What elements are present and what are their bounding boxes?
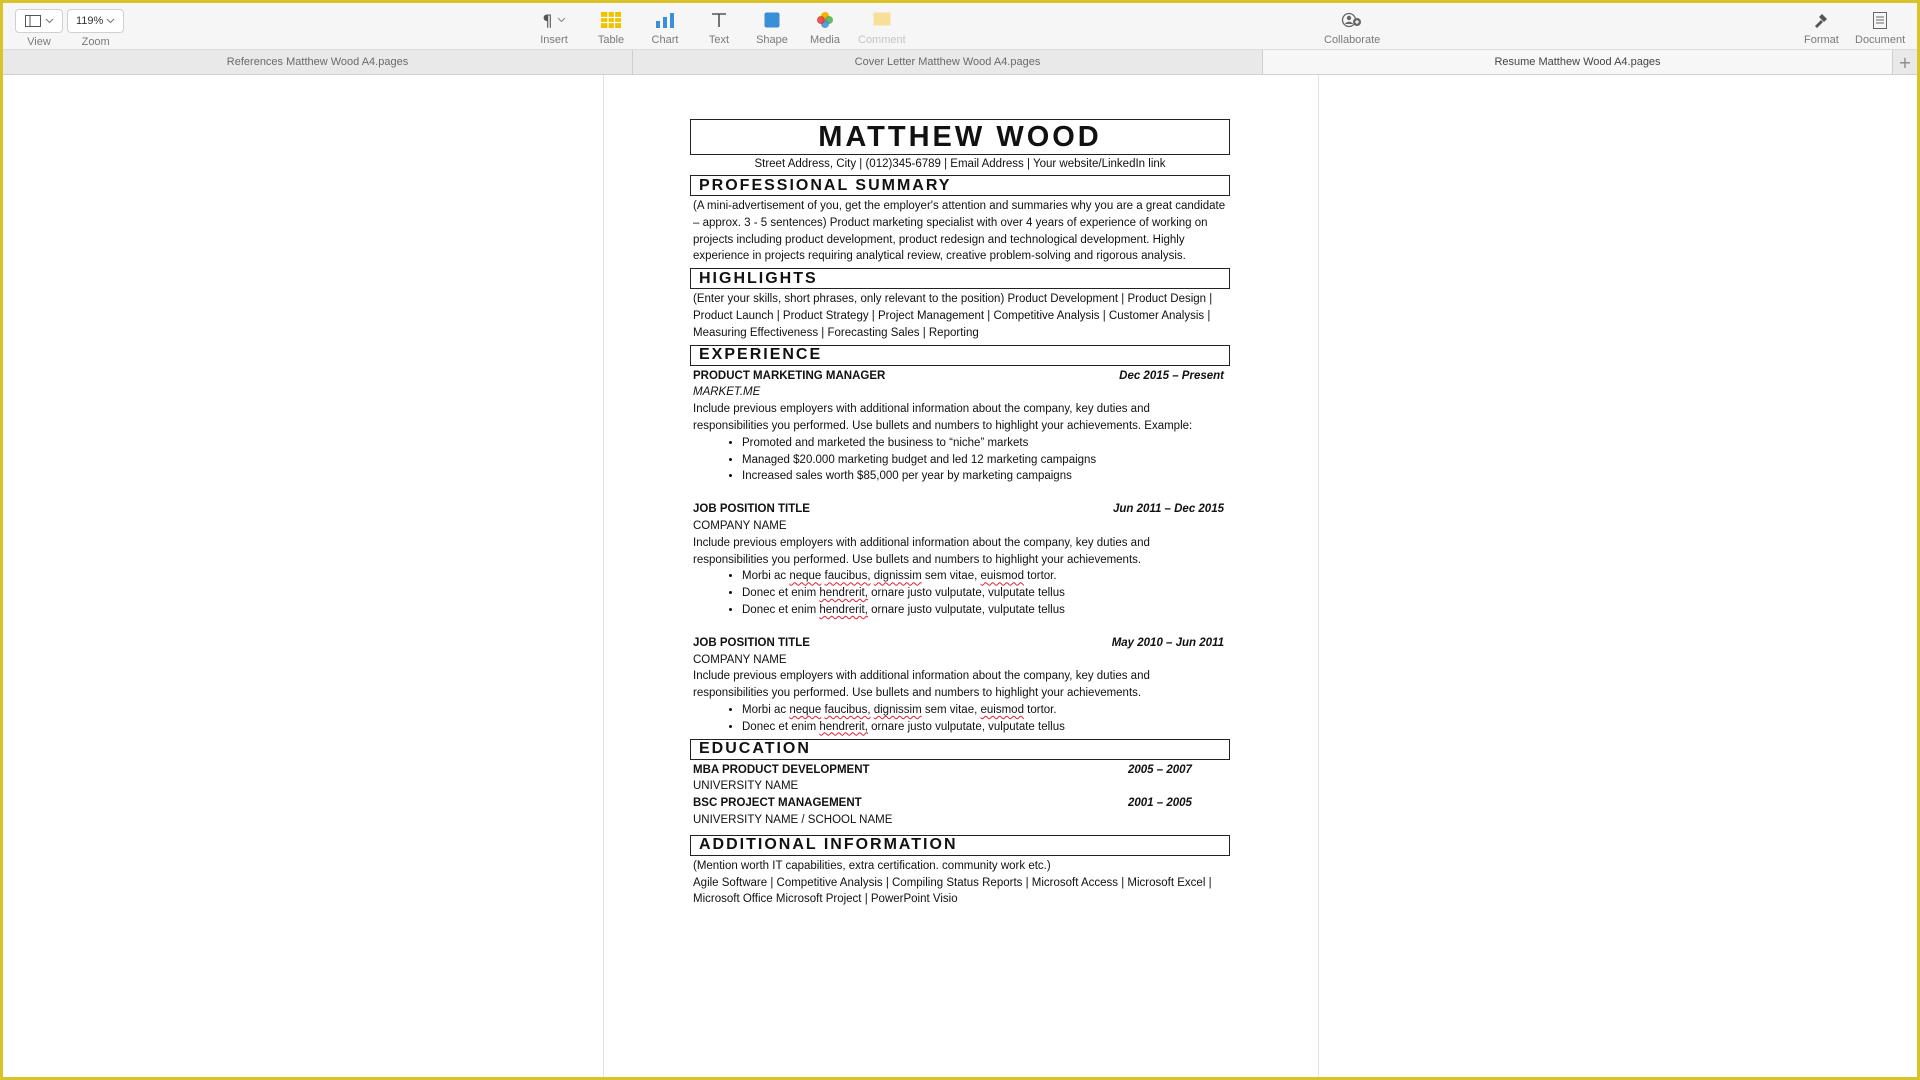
tab-references[interactable]: References Matthew Wood A4.pages	[3, 50, 633, 74]
view-control[interactable]	[15, 9, 63, 48]
job-dates: Dec 2015 – Present	[1119, 369, 1224, 382]
summary-text[interactable]: (A mini-advertisement of you, get the employer's attention and summaries why you are a great candidate – approx. 3 - 5 sentences) Product marketing specialist with over 4 years of experience of working on projects including product development, product redesign and technological development. Highly experience in projects requiring analytical review, creative problem-solving and rigorous analysis.	[693, 200, 1226, 263]
contact-line[interactable]: Street Address, City | (012)345-6789 | Email Address | Your website/LinkedIn link	[754, 158, 1166, 170]
list-item[interactable]: • Morbi ac neque faucibus, dignissim sem vitae, euismod tortor.	[742, 568, 1230, 585]
heading-professional-summary[interactable]: PROFESSIONAL SUMMARY	[690, 175, 1230, 196]
job-title: JOB POSITION TITLE	[693, 503, 810, 516]
list-item[interactable]: • Promoted and marketed the business to “niche” markets	[742, 435, 1230, 452]
plus-icon: +	[1898, 52, 1912, 72]
chevron-down-icon	[45, 18, 54, 24]
misspelled-word: neque	[789, 703, 822, 716]
misspelled-word: faucibus,	[824, 570, 871, 583]
tab-cover-letter[interactable]: Cover Letter Matthew Wood A4.pages	[633, 50, 1263, 74]
zoom-label: Zoom	[81, 36, 110, 48]
misspelled-word: euismod	[980, 570, 1024, 583]
resume-body[interactable]	[690, 119, 1230, 908]
zoom-control[interactable]	[67, 9, 124, 48]
list-item[interactable]: • Morbi ac neque faucibus, dignissim sem vitae, euismod tortor.	[742, 702, 1230, 719]
paintbrush-icon	[1812, 11, 1830, 29]
job-3-bullets	[690, 702, 1230, 736]
job-title: JOB POSITION TITLE	[693, 636, 810, 649]
comment-icon	[873, 12, 891, 28]
view-label: View	[27, 36, 51, 48]
job-3-header[interactable]	[690, 635, 1230, 652]
zoom-dropdown[interactable]	[67, 9, 124, 33]
media-label: Media	[810, 34, 840, 46]
view-button[interactable]	[15, 9, 63, 33]
text-icon	[711, 12, 727, 28]
table-button[interactable]	[594, 9, 628, 46]
job-dates: May 2010 – Jun 2011	[1111, 636, 1224, 649]
degree-dates: 2001 – 2005	[1128, 797, 1192, 810]
comment-button[interactable]	[858, 9, 906, 46]
additional-note[interactable]: (Mention worth IT capabilities, extra certification. community work etc.)	[693, 859, 1051, 872]
job-description[interactable]: Include previous employers with additional information about the company, key duties and responsibilities you performed. Use bullets and numbers to highlight your achievements. Example:	[693, 403, 1193, 432]
chevron-down-icon	[557, 17, 566, 23]
document-page[interactable]	[603, 75, 1319, 1077]
list-item[interactable]: • Increased sales worth $85,000 per year by marketing campaigns	[742, 468, 1230, 485]
job-company[interactable]: MARKET.ME	[693, 386, 761, 399]
heading-education[interactable]: EDUCATION	[690, 739, 1230, 760]
job-2-header[interactable]	[690, 501, 1230, 518]
document-label: Document	[1855, 34, 1906, 46]
heading-experience[interactable]: EXPERIENCE	[690, 345, 1230, 366]
comment-label: Comment	[858, 34, 906, 46]
document-canvas[interactable]	[3, 75, 1917, 1077]
add-tab-button[interactable]	[1893, 50, 1917, 74]
collaborate-icon	[1341, 12, 1363, 28]
list-item[interactable]: • Managed $20.000 marketing budget and led 12 marketing campaigns	[742, 452, 1230, 469]
text-label: Text	[708, 34, 730, 46]
sidebar-icon	[25, 15, 41, 27]
highlights-text[interactable]: (Enter your skills, short phrases, only relevant to the position) Product Development | Product Design | Product Launch | Product Strategy | Project Management | Competitive Analysis | Customer Analysis | Measuring Effectiveness | Forecasting Sales | Reporting	[693, 293, 1213, 339]
additional-text[interactable]: Agile Software | Competitive Analysis | Compiling Status Reports | Microsoft Access | Microsoft Excel | Microsoft Office Microsoft Project | PowerPoint Visio	[693, 876, 1212, 906]
collaborate-button[interactable]	[1324, 9, 1380, 46]
school-name[interactable]: UNIVERSITY NAME / SCHOOL NAME	[693, 813, 893, 826]
toolbar	[3, 3, 1917, 50]
collaborate-label: Collaborate	[1324, 34, 1381, 46]
misspelled-word: hendrerit,	[819, 587, 868, 600]
job-1-bullets	[690, 435, 1230, 485]
misspelled-word: hendrerit,	[819, 603, 868, 616]
app-window	[3, 3, 1917, 1077]
chart-icon	[655, 12, 675, 28]
list-item[interactable]: • Donec et enim hendrerit, ornare justo vulputate, vulputate tellus	[742, 585, 1230, 602]
misspelled-word: neque	[789, 570, 822, 583]
job-description[interactable]: Include previous employers with additional information about the company, key duties and responsibilities you performed. Use bullets and numbers to highlight your achievements.	[693, 670, 1150, 700]
list-item[interactable]: • Donec et enim hendrerit, ornare justo vulputate, vulputate tellus	[742, 719, 1230, 736]
chart-label: Chart	[651, 34, 679, 46]
chart-button[interactable]	[648, 9, 682, 46]
degree-dates: 2005 – 2007	[1128, 763, 1192, 776]
chevron-down-icon	[106, 18, 115, 24]
school-name[interactable]: UNIVERSITY NAME	[693, 780, 799, 793]
document-tabs	[3, 50, 1917, 75]
format-label: Format	[1804, 34, 1839, 46]
job-company[interactable]: COMPANY NAME	[693, 519, 787, 532]
degree-title: MBA PRODUCT DEVELOPMENT	[693, 763, 870, 776]
misspelled-word: euismod	[980, 703, 1024, 716]
heading-highlights[interactable]: HIGHLIGHTS	[690, 268, 1230, 289]
job-dates: Jun 2011 – Dec 2015	[1112, 503, 1224, 516]
degree-title: BSC PROJECT MANAGEMENT	[693, 797, 862, 810]
job-description[interactable]: Include previous employers with additional information about the company, key duties and responsibilities you performed. Use bullets and numbers to highlight your achievements.	[693, 536, 1150, 566]
format-button[interactable]	[1804, 9, 1839, 46]
misspelled-word: hendrerit,	[819, 720, 868, 733]
resume-name[interactable]: MATTHEW WOOD	[690, 119, 1230, 155]
misspelled-word: faucibus,	[824, 703, 871, 716]
education-2-header[interactable]	[690, 795, 1230, 812]
zoom-value: 119%	[76, 15, 104, 27]
document-button[interactable]	[1855, 9, 1905, 46]
table-icon	[601, 12, 621, 28]
tab-resume[interactable]: Resume Matthew Wood A4.pages	[1263, 50, 1893, 74]
photos-icon	[816, 11, 834, 29]
shape-icon	[764, 12, 780, 28]
paragraph-icon: ¶	[542, 10, 553, 30]
education-1-header[interactable]	[690, 762, 1230, 779]
insert-label: Insert	[540, 34, 568, 46]
misspelled-word: dignissim	[873, 703, 922, 716]
heading-additional-information[interactable]: ADDITIONAL INFORMATION	[690, 835, 1230, 856]
misspelled-word: dignissim	[873, 570, 922, 583]
shape-label: Shape	[756, 34, 788, 46]
list-item[interactable]: • Donec et enim hendrerit, ornare justo vulputate, vulputate tellus	[742, 602, 1230, 619]
insert-button[interactable]	[537, 9, 571, 46]
job-2-bullets	[690, 568, 1230, 618]
document-icon	[1873, 12, 1887, 29]
shape-button[interactable]	[755, 9, 789, 46]
text-button[interactable]	[702, 9, 736, 46]
media-button[interactable]	[808, 9, 842, 46]
table-label: Table	[597, 34, 625, 46]
job-1-header[interactable]	[690, 368, 1230, 385]
job-company[interactable]: COMPANY NAME	[693, 653, 787, 666]
job-title: PRODUCT MARKETING MANAGER	[693, 369, 886, 382]
